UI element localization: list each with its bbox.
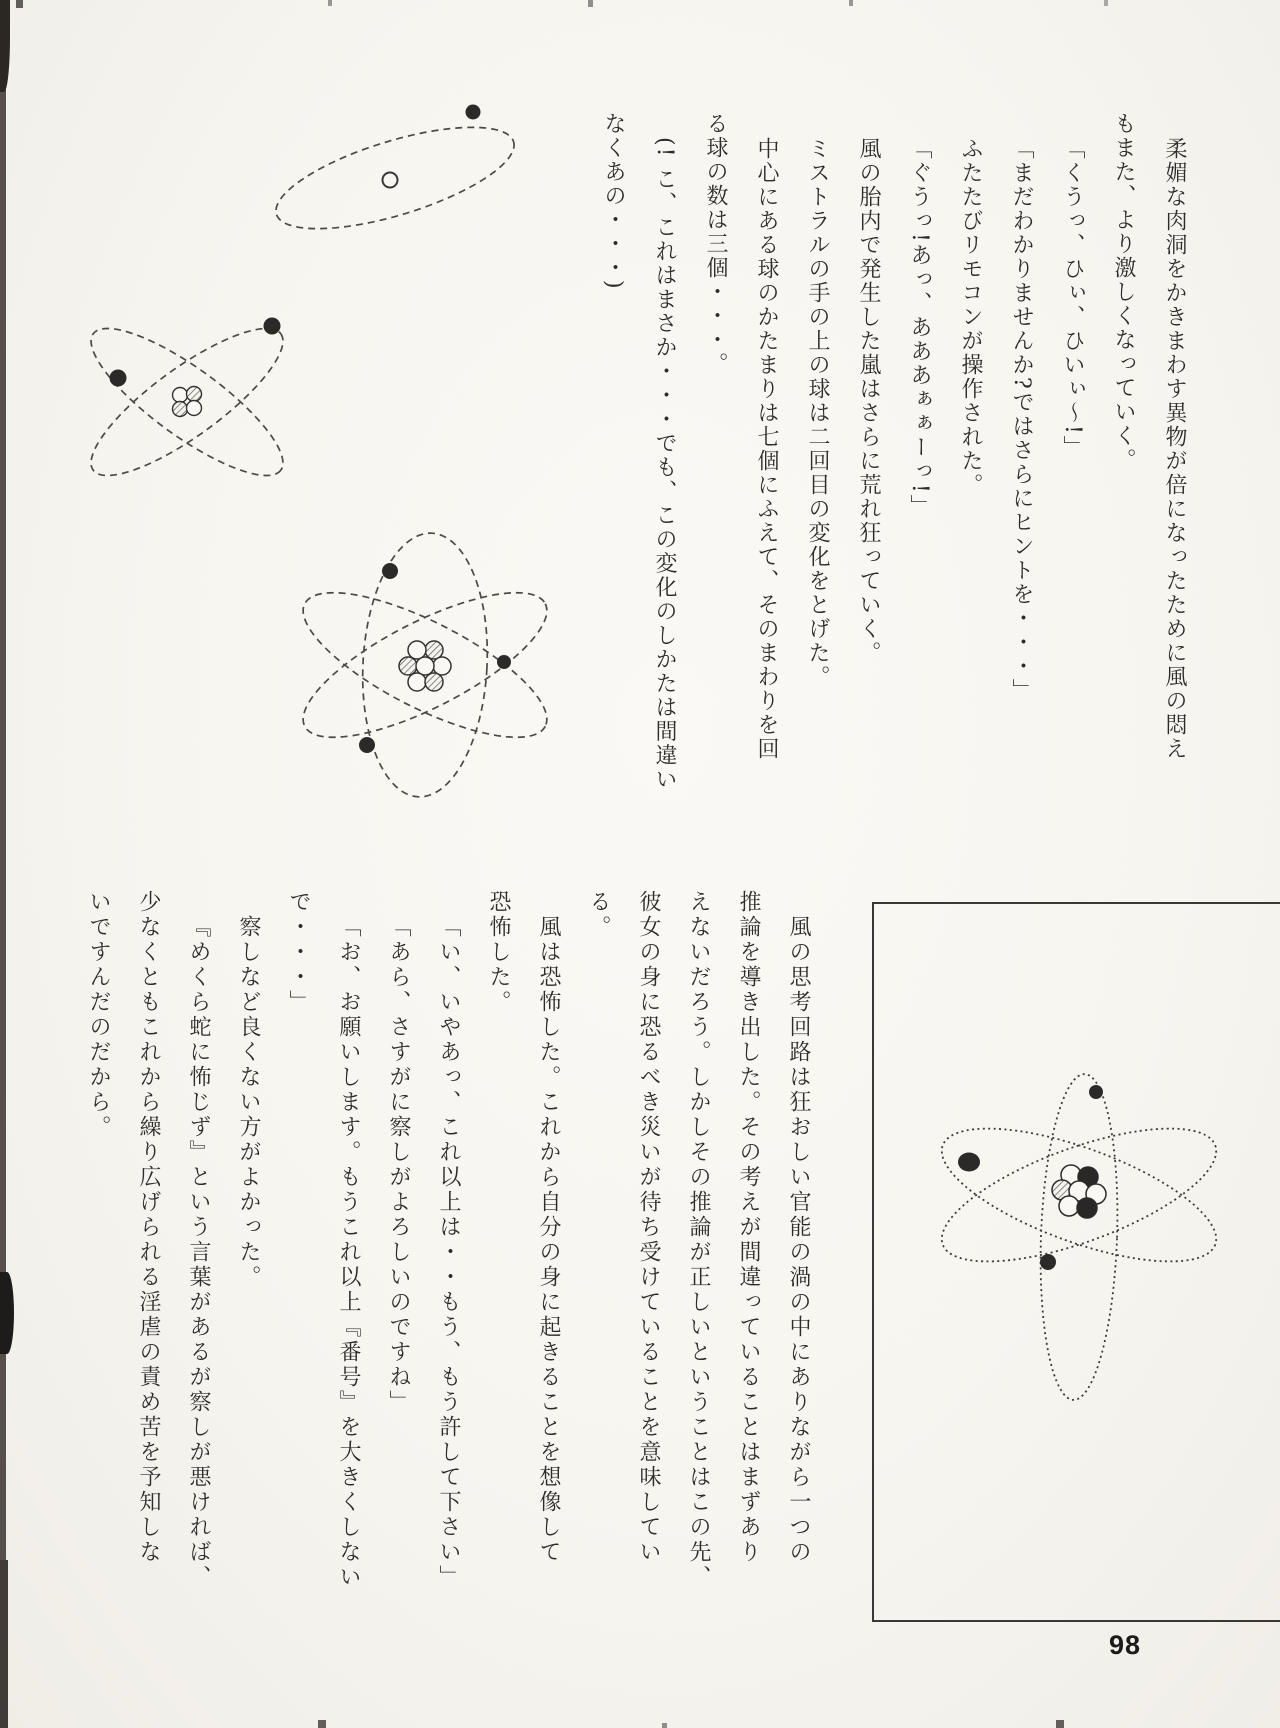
- text-column: 中心にある球のかたまりは七個にふえて、そのまわりを回: [754, 137, 779, 761]
- electron-dot: [958, 1153, 980, 1172]
- electron-dot: [359, 737, 375, 753]
- atom-diagram-single-orbit: [250, 80, 550, 280]
- scan-artifact-left-edge: [0, 0, 6, 1728]
- page-number: 98: [1108, 1630, 1142, 1660]
- electron-dot: [264, 318, 281, 335]
- scan-artifact-tick: [328, 0, 332, 6]
- scan-artifact-tick: [662, 1723, 667, 1728]
- text-column: (! こ、これはまさか・・・でも、この変化のしかたは間違い: [652, 137, 677, 792]
- electron-dot: [466, 105, 481, 120]
- text-column: なくあの・・・): [601, 112, 626, 291]
- text-column: 風の思考回路は狂おしい官能の渦の中にありながら一つの: [786, 915, 811, 1565]
- top-text-block: [588, 112, 1200, 860]
- electron-dot: [110, 370, 127, 387]
- atom-diagram-double-orbit: [60, 288, 315, 513]
- nucleus-cluster: [1052, 1165, 1106, 1218]
- text-column: 彼女の身に恐るべき災いが待ち受けていることを意味してい: [636, 890, 661, 1565]
- text-column: 柔媚な肉洞をかきまわす異物が倍になったために風の悶え: [1162, 137, 1187, 761]
- text-column: る。: [586, 890, 611, 940]
- scan-artifact-tick: [1104, 0, 1108, 6]
- text-column: 「あら、さすがに察しがよろしいのですね」: [386, 915, 411, 1415]
- text-column: 推論を導き出した。その考えが間違っていることはまずあり: [736, 890, 761, 1565]
- text-column: 「ぐうっ!あっ、あああぁぁーっ!」: [907, 137, 932, 519]
- scan-artifact-tick: [588, 0, 593, 7]
- bottom-text-block: [73, 890, 823, 1635]
- scan-artifact-blob: [0, 1272, 14, 1354]
- text-column: 少なくともこれから繰り広げられる淫虐の責め苦を予知しな: [136, 890, 161, 1565]
- text-column: 察しなど良くない方がよかった。: [236, 915, 261, 1290]
- text-column: 「くうっ、ひぃ、ひいぃ〜!」: [1060, 137, 1085, 460]
- scan-artifact-corner: [0, 0, 10, 92]
- text-column: いですんだのだから。: [86, 890, 111, 1140]
- atom-diagram-boxed: [915, 1055, 1245, 1415]
- text-column: ふたたびリモコンが操作された。: [958, 137, 983, 497]
- atom-diagram-triple-orbit: [290, 520, 560, 810]
- orbit-ellipse: [73, 306, 301, 497]
- orbit-ellipse: [73, 306, 301, 497]
- text-column: る球の数は三個・・・。: [703, 112, 728, 376]
- nucleus-cluster: [173, 387, 202, 417]
- nucleus-cluster: [399, 641, 451, 691]
- scan-artifact-tick: [318, 1720, 326, 1728]
- text-column: ミストラルの手の上の球は二回目の変化をとげた。: [805, 137, 830, 689]
- text-column: 風の胎内で発生した嵐はさらに荒れ狂っていく。: [856, 137, 881, 665]
- text-column: 『めくら蛇に怖じず』という言葉があるが察しが悪ければ、: [186, 915, 211, 1590]
- text-column: えないだろう。しかしその推論が正しいということはこの先、: [686, 890, 711, 1590]
- electron-dot: [1089, 1085, 1103, 1099]
- orbit-ellipse: [266, 106, 525, 249]
- text-column: 風は恐怖した。これから自分の身に起きることを想像して: [536, 915, 561, 1565]
- text-column: 「お、お願いします。もうこれ以上『番号』を大きくしない: [336, 915, 361, 1590]
- nucleus-ball: [383, 173, 398, 188]
- electron-dot: [1040, 1254, 1056, 1270]
- orbit-ellipse: [1035, 1073, 1122, 1401]
- electron-dot: [497, 655, 511, 669]
- text-column: 恐怖した。: [486, 890, 511, 1015]
- scan-artifact-tick: [849, 0, 853, 6]
- scan-artifact-left-lower: [0, 1560, 8, 1728]
- text-column: 「い、いやあっ、これ以上は・・もう、もう許して下さい」: [436, 915, 461, 1590]
- scan-artifact-tick: [16, 0, 23, 8]
- text-column: 「まだわかりませんか?ではさらにヒントを・・・」: [1009, 137, 1034, 703]
- text-column: で・・・」: [286, 890, 311, 1015]
- electron-dot: [382, 563, 398, 579]
- scan-artifact-tick: [1056, 1720, 1064, 1728]
- text-column: もまた、より激しくなっていく。: [1111, 112, 1136, 472]
